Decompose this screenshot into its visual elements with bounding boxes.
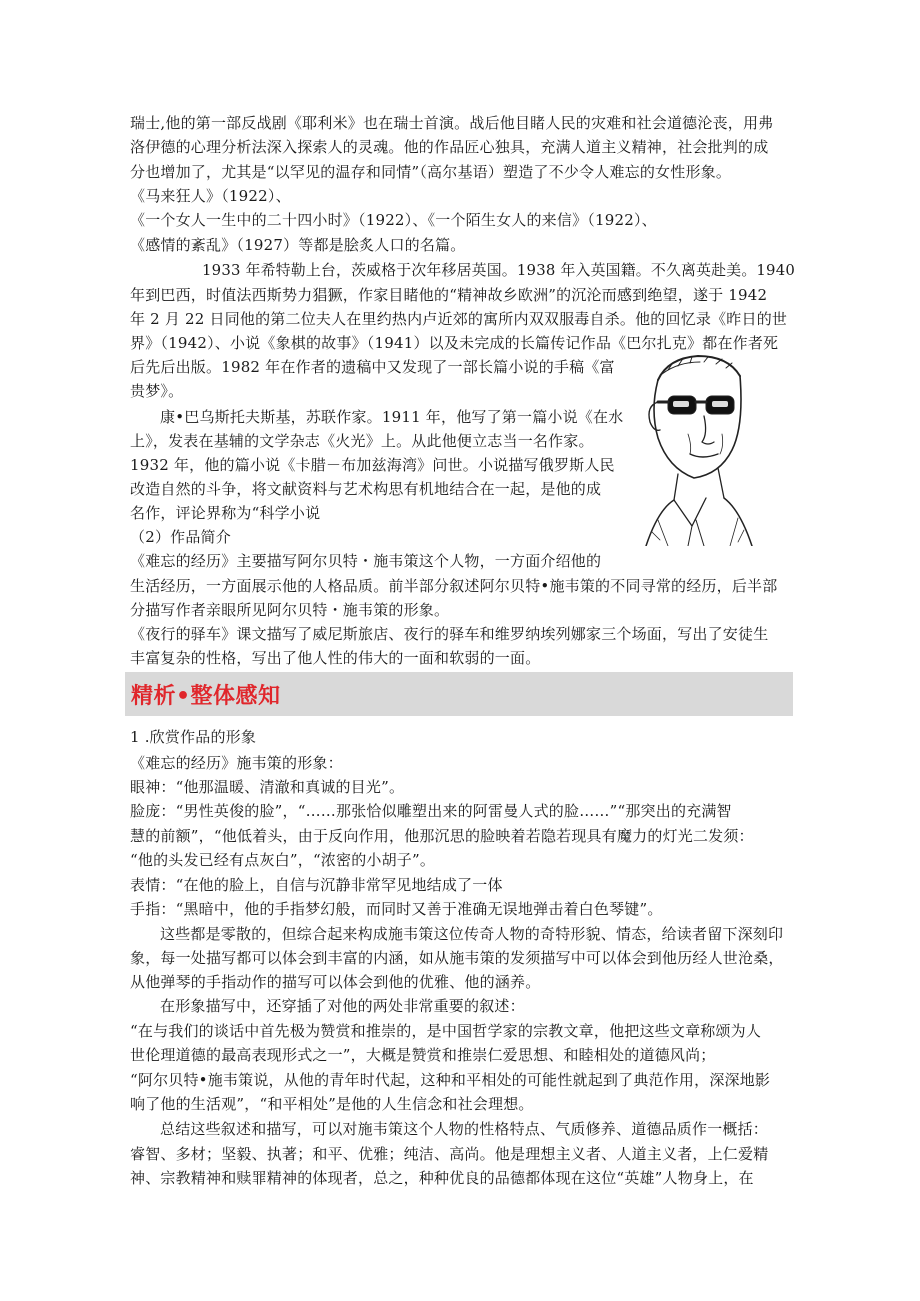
text-line: 名作，评论界称为“科学小说	[130, 504, 321, 522]
text-line: 贵梦》。	[130, 382, 184, 400]
text-line: 《感情的紊乱》（1927）等都是脍炙人口的名篇。	[130, 236, 466, 254]
text-line: 这些都是零散的，但综合起来构成施韦策这位传奇人物的奇特形貌、情态，给读者留下深刻印	[160, 925, 784, 943]
text-line: 在形象描写中，还穿插了对他的两处非常重要的叙述：	[160, 997, 525, 1015]
text-line: 界》（1942）、小说《象棋的故事》（1941）以及未完成的长篇传记作品《巴尔扎克》都在作者死	[130, 334, 779, 352]
text-line: 睿智、多材；坚毅、执著；和平、优雅；纯洁、高尚。他是理想主义者、人道主义者，上仁爱精	[130, 1145, 769, 1163]
banner-title: 精析•整体感知	[131, 684, 281, 709]
text-line: “阿尔贝特•施韦策说，从他的青年时代起，这种和平相处的可能性就起到了典范作用，深深地影	[130, 1071, 771, 1089]
section-banner	[125, 672, 793, 716]
text-line: “在与我们的谈话中首先极为赞赏和推崇的，是中国哲学家的宗教文章，他把这些文章称颂为人	[130, 1022, 762, 1040]
text-line: 眼神：“他那温暖、清澈和真诚的目光”。	[130, 778, 405, 796]
text-line: 《难忘的经历》主要描写阿尔贝特・施韦策这个人物，一方面介绍他的	[130, 552, 602, 570]
text-line: 分描写作者亲眼所见阿尔贝特・施韦策的形象。	[130, 601, 450, 619]
text-line: 《马来狂人》（1922）、	[130, 187, 291, 205]
text-line: 响了他的生活观”，“和平相处”是他的人生信念和社会理想。	[130, 1095, 534, 1113]
text-line: 象，每一处描写都可以体会到丰富的内涵，如从施韦策的发须描写中可以体会到他历经人世沧桑，	[130, 949, 784, 967]
text-line: 年 2 月 22 日同他的第二位夫人在里约热内卢近郊的寓所内双双服毒自杀。他的回忆录《昨日的世	[130, 310, 788, 328]
text-line: 神、宗教精神和赎罪精神的体现者，总之，种种优良的品德都体现在这位“英雄”人物身上，在	[130, 1169, 754, 1187]
text-line: 后先后出版。1982 年在作者的遗稿中又发现了一部长篇小说的手稿《富	[130, 358, 615, 376]
text-line: 瑞士,他的第一部反战剧《耶利米》也在瑞士首演。战后他目睹人民的灾难和社会道德沦丧，用弗	[130, 114, 774, 132]
author-portrait	[628, 350, 762, 546]
item-heading: 1 .欣赏作品的形象	[130, 728, 257, 746]
text-line: 1932 年，他的篇小说《卡腊－布加兹海湾》问世。小说描写俄罗斯人民	[130, 456, 615, 474]
text-line: 表情：“在他的脸上，自信与沉静非常罕见地结成了一体	[130, 876, 503, 894]
text-line: 《一个女人一生中的二十四小时》（1922）、《一个陌生女人的来信》（1922）、	[130, 211, 657, 229]
text-line: 从他弹琴的手指动作的描写可以体会到他的优雅、他的涵养。	[130, 973, 541, 991]
text-line: “他的头发已经有点灰白”，“浓密的小胡子”。	[130, 851, 436, 869]
text-line: 上》，发表在基辅的文学杂志《火光》上。从此他便立志当一名作家。	[130, 432, 594, 450]
text-line: 总结这些叙述和描写，可以对施韦策这个人物的性格特点、气质修养、道德品质作一概括：	[160, 1120, 769, 1138]
text-line: 《难忘的经历》施韦策的形象：	[130, 754, 343, 772]
text-line: 1933 年希特勒上台，茨威格于次年移居英国。1938 年入英国籍。不久离英赴美。1940	[202, 261, 796, 279]
text-line: 分也增加了，尤其是“以罕见的温存和同情”（高尔基语）塑造了不少令人难忘的女性形象。	[130, 163, 732, 181]
text-line: 改造自然的斗争，将文献资料与艺术构思有机地结合在一起，是他的成	[130, 480, 602, 498]
text-line: 手指：“黑暗中，他的手指梦幻般，而同时又善于准确无误地弹击着白色琴键”。	[130, 900, 663, 918]
text-line: 脸庞：“男性英俊的脸”，“……那张恰似雕塑出来的阿雷曼人式的脸……”“那突出的充满智	[130, 802, 732, 820]
text-line: 年到巴西，时值法西斯势力猖獗，作家目睹他的“精神故乡欧洲”的沉沦而感到绝望，遂于 1942	[130, 286, 768, 304]
text-line: 生活经历，一方面展示他的人格品质。前半部分叙述阿尔贝特•施韦策的不同寻常的经历，后半部	[130, 577, 778, 595]
text-line: 《夜行的驿车》课文描写了威尼斯旅店、夜行的驿车和维罗纳埃列娜家三个场面，写出了安徒生	[130, 625, 769, 643]
text-line: 世伦理道德的最高表现形式之一”，大概是赞赏和推崇仁爱思想、和睦相处的道德风尚；	[130, 1046, 716, 1064]
text-line: 丰富复杂的性格，写出了他人性的伟大的一面和软弱的一面。	[130, 649, 541, 667]
text-line: 康•巴乌斯托夫斯基，苏联作家。1911 年，他写了第一篇小说《在水	[160, 408, 624, 426]
section-heading: （2）作品简介	[130, 528, 231, 546]
text-line: 慧的前额”，“他低着头，由于反向作用，他那沉思的脸映着若隐若现具有魔力的灯光二发须：	[130, 827, 754, 845]
text-line: 洛伊德的心理分析法深入探索人的灵魂。他的作品匠心独具，充满人道主义精神，社会批判的成	[130, 138, 769, 156]
